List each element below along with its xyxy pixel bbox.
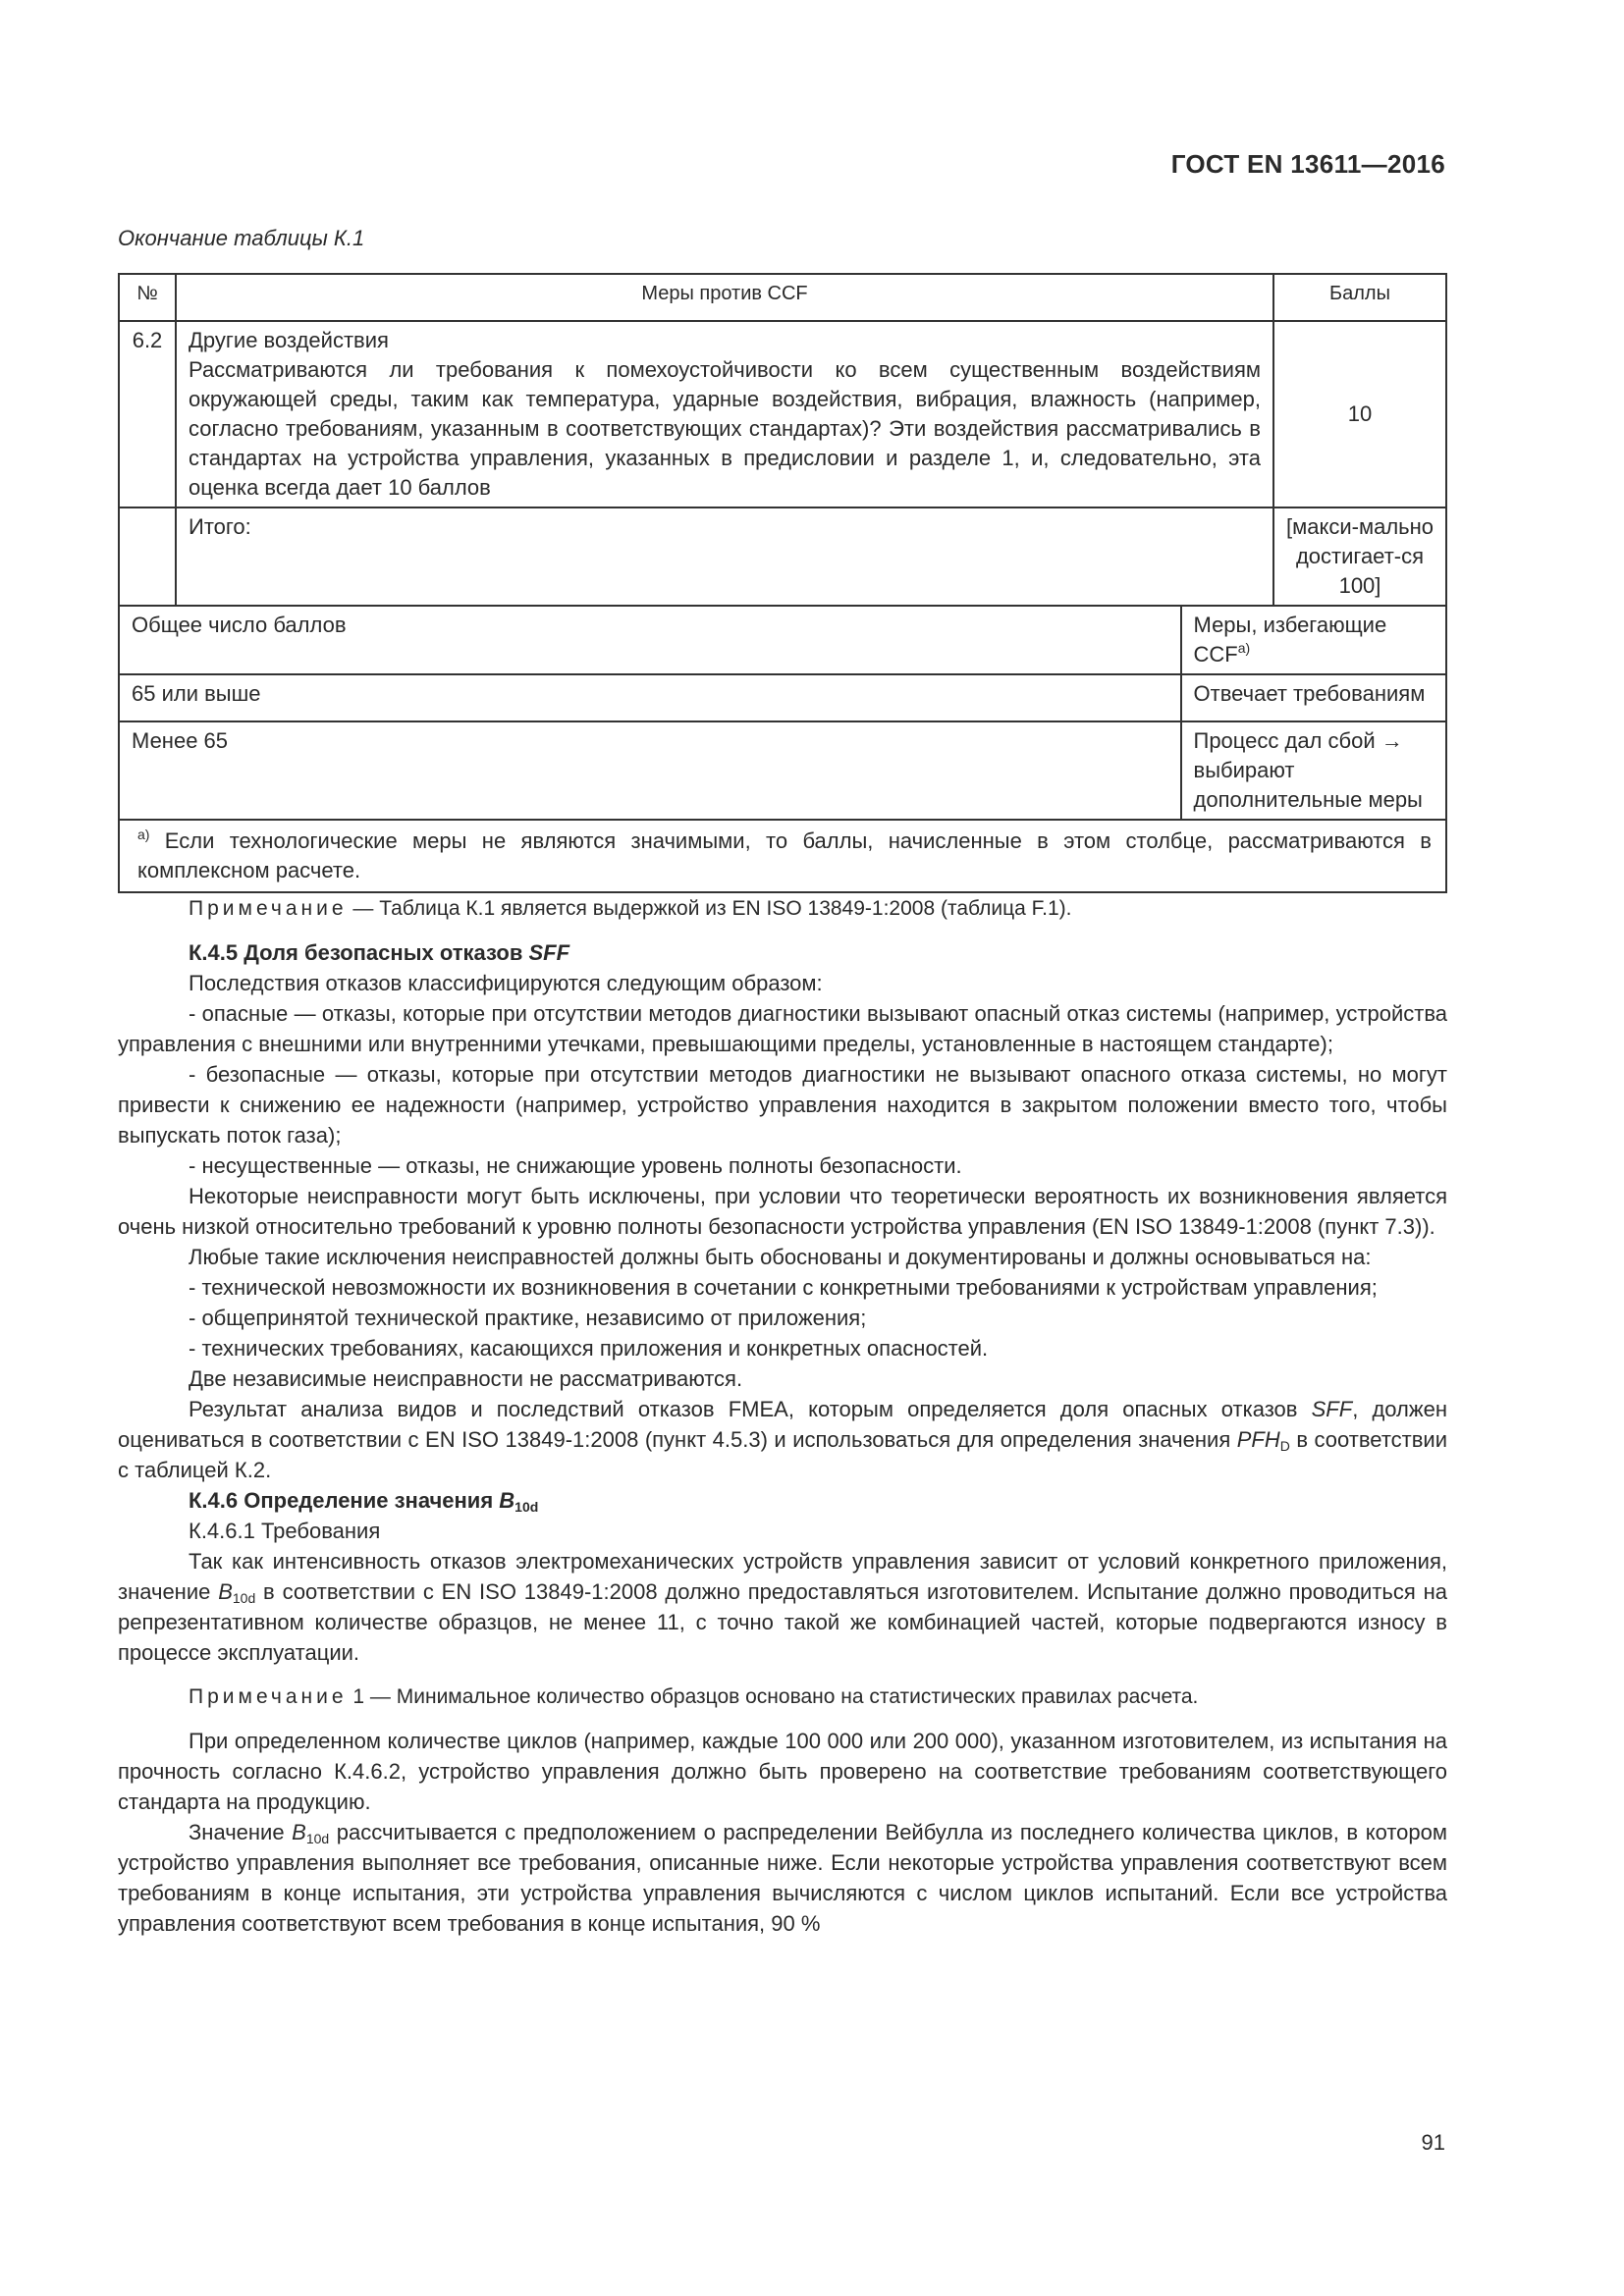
- col-measures-header: Меры против CCF: [176, 274, 1273, 321]
- paragraph: - общепринятой технической практике, независимо от приложения;: [189, 1306, 867, 1330]
- paragraph: Некоторые неисправности могут быть исключены, при условии что теоретически вероятность их возникновения является очень низкой относительно требований к уровню полноты безопасности устройства управления (EN ISO 13849-1:2008 (пункт 7.3)).: [118, 1184, 1447, 1239]
- paragraph: Так как интенсивность отказов электромеханических устройств управления зависит от условий конкретного приложения, значение $B_{10d}$ в соответствии с EN ISO 13849-1:2008 должно предоставляться изготовителем. Испытание должно проводиться на репрезентативном количестве образцов, не менее 11, с точно такой же комбинацией частей, которые подвергаются износу в процессе эксплуатации.: [118, 1549, 1447, 1665]
- row-measure-title: Другие воздействия: [189, 328, 389, 352]
- subtable-left-header: Общее число баллов: [119, 606, 1181, 674]
- paragraph: - опасные — отказы, которые при отсутствии методов диагностики вызывают опасный отказ системы (например, устройства управления с внешними или внутренними утечками, превышающими пределы, установленные в настоящем стандарте);: [118, 1001, 1447, 1056]
- subtable-right-header: Меры, избегающие CCF$^{a)}$: [1181, 606, 1447, 674]
- subtable-row: [119, 674, 1446, 721]
- table-footnote: $^{a)}$ Если технологические меры не являются значимыми, то баллы, начисленные в этом столбце, рассматриваются в комплексном расчете.: [119, 820, 1446, 892]
- paragraph: Последствия отказов классифицируются следующим образом:: [189, 971, 823, 995]
- paragraph: - технических требованиях, касающихся приложения и конкретных опасностей.: [189, 1336, 989, 1361]
- total-number-cell: [119, 507, 176, 606]
- section-heading-k45: К.4.5 Доля безопасных отказов SFF: [189, 940, 570, 965]
- body-text: [118, 893, 1447, 1939]
- table-caption: Окончание таблицы К.1: [118, 226, 365, 250]
- table-k1: [118, 273, 1447, 893]
- row-measure: [176, 321, 1273, 507]
- total-label: Итого:: [176, 507, 1273, 606]
- footnote-mark: a): [1237, 640, 1251, 656]
- document-id: ГОСТ EN 13611—2016: [1170, 149, 1445, 179]
- paragraph: Значение $B_{10d}$ рассчитывается с предположением о распределении Вейбулла из последнего количества циклов, в котором устройство управления выполняет все требования, описанные ниже. Если некоторые устройства управления соответствуют всем требованиям в конце испытания, эти устройства управления вычисляются с числом циклов испытаний. Если все устройства управления соответствуют всем требования в конце испытания, 90 %: [118, 1820, 1447, 1936]
- table-total-row: [119, 507, 1446, 606]
- paragraph: Две независимые неисправности не рассматриваются.: [189, 1366, 743, 1391]
- subtable-left-cell: Менее 65: [119, 721, 1181, 820]
- subtable-right-cell: Процесс дал сбой → выбирают дополнительные меры: [1181, 721, 1447, 820]
- paragraph: - безопасные — отказы, которые при отсутствии методов диагностики не вызывают опасного отказа системы, но могут привести к снижению ее надежности (например, устройство управления находится в закрытом положении вместо того, чтобы выпускать поток газа);: [118, 1062, 1447, 1148]
- row-number: 6.2: [119, 321, 176, 507]
- table-footnote-row: [119, 820, 1446, 892]
- subtable-row: [119, 721, 1446, 820]
- table-header-row: [119, 274, 1446, 321]
- paragraph: Любые такие исключения неисправностей должны быть обоснованы и документированы и должны основываться на:: [189, 1245, 1372, 1269]
- note-label: Примечание: [189, 897, 348, 920]
- footnote-mark: a): [137, 827, 150, 842]
- subtable-right-cell: Отвечает требованиям: [1181, 674, 1447, 721]
- total-score: [макси-мально достигает-ся 100]: [1273, 507, 1446, 606]
- table-note: Примечание — Таблица К.1 является выдержкой из EN ISO 13849-1:2008 (таблица F.1).: [189, 897, 1072, 920]
- subtable-left-cell: 65 или выше: [119, 674, 1181, 721]
- subtable-header-row: [119, 606, 1446, 674]
- note-label: Примечание: [189, 1685, 348, 1708]
- note: Примечание 1 — Минимальное количество образцов основано на статистических правилах расчета.: [189, 1685, 1199, 1708]
- subsection-heading: К.4.6.1 Требования: [189, 1519, 381, 1543]
- paragraph: При определенном количестве циклов (например, каждые 100 000 или 200 000), указанном изготовителем, из испытания на прочность согласно К.4.6.2, устройство управления должно быть проверено на соответствие требованиям соответствующего стандарта на продукцию.: [118, 1729, 1447, 1814]
- section-heading-k46: К.4.6 Определение значения $B_{10d}$: [189, 1488, 539, 1515]
- table-row: [119, 321, 1446, 507]
- paragraph: - технической невозможности их возникновения в сочетании с конкретными требованиями к устройствам управления;: [189, 1275, 1378, 1300]
- row-score: 10: [1273, 321, 1446, 507]
- page-number: 91: [1421, 2130, 1445, 2155]
- row-measure-text: Рассматриваются ли требования к помехоустойчивости ко всем существенным воздействиям окружающей среды, таким как температура, ударные воздействия, вибрация, влажность (например, согласно требованиям, указанным в соответствующих стандартах)? Эти воздействия рассматривались в стандартах на устройства управления, указанных в предисловии и разделе 1, и, следовательно, эта оценка всегда дает 10 баллов: [189, 357, 1261, 500]
- col-score-header: Баллы: [1273, 274, 1446, 321]
- col-no-header: №: [119, 274, 176, 321]
- paragraph: - несущественные — отказы, не снижающие уровень полноты безопасности.: [189, 1153, 962, 1178]
- paragraph: Результат анализа видов и последствий отказов FMEA, которым определяется доля опасных отказов SFF, должен оцениваться в соответствии с EN ISO 13849-1:2008 (пункт 4.5.3) и использоваться для определения значения $PFH_D$ в соответствии с таблицей К.2.: [118, 1397, 1447, 1482]
